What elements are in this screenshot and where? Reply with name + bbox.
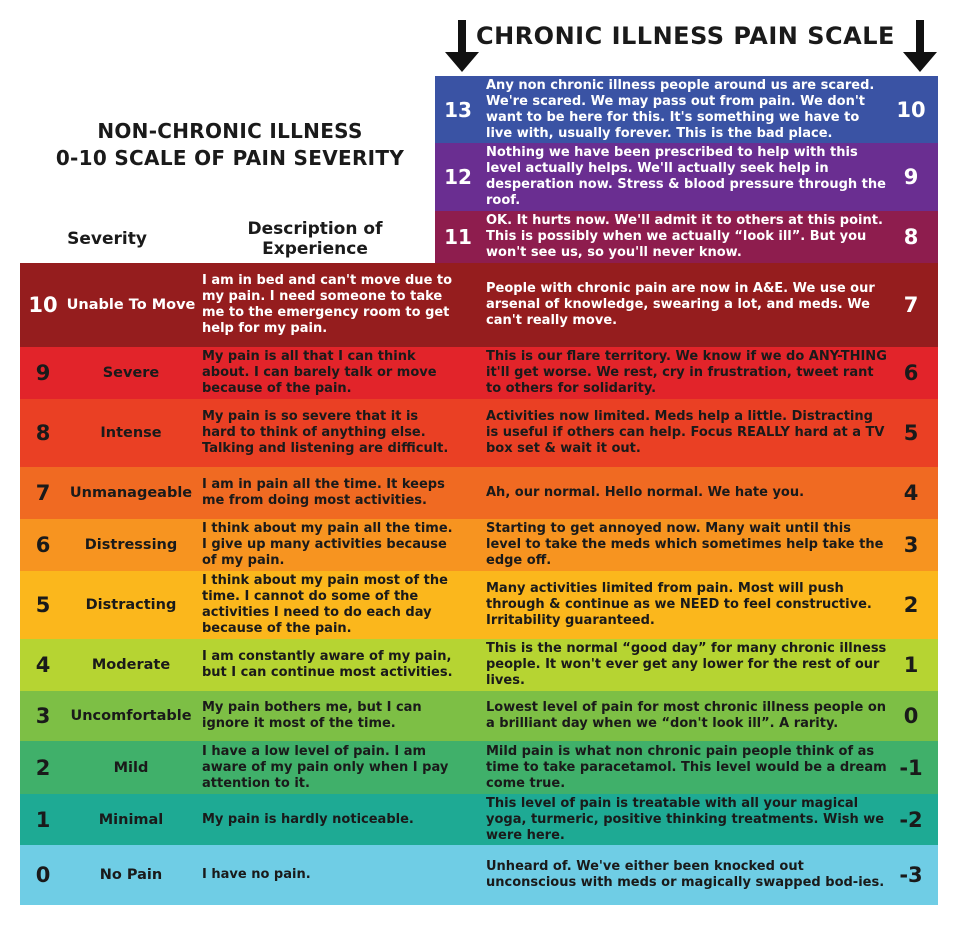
severity-label: Unable To Move bbox=[66, 297, 196, 313]
chronic-right-number: 10 bbox=[896, 97, 926, 122]
severity-label: Mild bbox=[113, 759, 149, 776]
non-chronic-title-line2: 0-10 SCALE OF PAIN SEVERITY bbox=[55, 146, 405, 170]
severity-label: No Pain bbox=[99, 867, 163, 883]
chronic-number: 1 bbox=[903, 653, 919, 677]
chronic-description: Starting to get annoyed now. Many wait until this level to take the meds which sometimes help take the edge off. bbox=[486, 521, 884, 568]
chronic-number: -2 bbox=[899, 807, 923, 832]
down-arrow-icon-left bbox=[445, 20, 479, 74]
scale-row-8 bbox=[20, 399, 938, 467]
chronic-description: This level of pain is treatable with all your magical yoga, turmeric, positive thinking treatments. Wish we were here. bbox=[486, 795, 885, 843]
chronic-number: 3 bbox=[903, 533, 919, 557]
scale-row-3 bbox=[20, 691, 938, 741]
chronic-left-number: 13 bbox=[444, 97, 472, 122]
severity-label: Unmanageable bbox=[69, 485, 193, 501]
scale-row-1 bbox=[20, 794, 938, 845]
scale-row-4 bbox=[20, 639, 938, 691]
chronic-number: 7 bbox=[903, 293, 919, 317]
scale-row-6 bbox=[20, 519, 938, 571]
severity-number: 8 bbox=[35, 421, 51, 445]
chronic-left-number: 11 bbox=[444, 225, 472, 249]
severity-number: 0 bbox=[35, 863, 51, 887]
severity-label: Distressing bbox=[84, 537, 178, 553]
scale-row-0 bbox=[20, 845, 938, 905]
chronic-description: This is the normal “good day” for many chronic illness people. It won't ever get any lower for the rest of our lives. bbox=[486, 641, 887, 688]
scale-row-5 bbox=[20, 571, 938, 639]
experience-description: I am in pain all the time. It keeps me from doing most activities. bbox=[202, 477, 445, 508]
severity-label: Intense bbox=[100, 425, 162, 441]
scale-row-9 bbox=[20, 347, 938, 399]
chronic-description: Any non chronic illness people around us are scared. We're scared. We may pass out from pain. We don't want to be here for this. It's something we have to live with, usually forever. This is the bad place. bbox=[486, 77, 875, 141]
chronic-description: Nothing we have been prescribed to help with this level actually helps. We'll actually seek help in desperation now. Stress & blood pressure through the roof. bbox=[486, 145, 886, 208]
chronic-number: 2 bbox=[903, 593, 919, 617]
experience-description: My pain is hardly noticeable. bbox=[202, 811, 414, 827]
chronic-description: Mild pain is what non chronic pain people think of as time to take paracetamol. This level would be a dream come true. bbox=[486, 743, 887, 791]
experience-description: My pain is so severe that it is hard to think of anything else. Talking and listening are difficult. bbox=[202, 409, 449, 456]
chronic-description: Activities now limited. Meds help a little. Distracting is useful if others can help. Focus REALLY hard at a TV box set & wait it out. bbox=[486, 409, 885, 456]
scale-row-2 bbox=[20, 741, 938, 794]
severity-column-header: Severity bbox=[67, 229, 147, 249]
down-arrow-icon-right bbox=[903, 20, 937, 74]
severity-label: Severe bbox=[102, 365, 160, 381]
chronic-description: People with chronic pain are now in A&E. We use our arsenal of knowledge, swearing a lot, and meds. We can't really move. bbox=[486, 281, 875, 328]
severity-label: Minimal bbox=[98, 811, 164, 828]
description-column-header: Description of Experience bbox=[247, 219, 383, 259]
experience-description: My pain bothers me, but I can ignore it most of the time. bbox=[202, 700, 422, 731]
chronic-number: 6 bbox=[903, 361, 919, 385]
severity-number: 10 bbox=[28, 293, 58, 317]
severity-number: 5 bbox=[35, 593, 51, 617]
non-chronic-title-line1: NON-CHRONIC ILLNESS bbox=[97, 119, 363, 143]
chronic-description: OK. It hurts now. We'll admit it to others at this point. This is possibly when we actually “look ill”. But you won't see us, so you'll never know. bbox=[486, 213, 883, 260]
experience-description: I have a low level of pain. I am aware of my pain only when I pay attention to it. bbox=[202, 743, 449, 791]
severity-number: 3 bbox=[35, 704, 51, 728]
chronic-description: Unheard of. We've either been knocked out unconscious with meds or magically swapped bod-ies. bbox=[486, 859, 885, 890]
experience-description: My pain is all that I can think about. I can barely talk or move because of the pain. bbox=[202, 349, 437, 396]
severity-number: 7 bbox=[35, 481, 51, 505]
experience-description: I am in bed and can't move due to my pain. I need someone to take me to the emergency room to get help for my pain. bbox=[202, 273, 453, 336]
experience-description: I think about my pain most of the time. I cannot do some of the activities I need to do each day because of the pain. bbox=[202, 573, 448, 636]
chronic-number: 0 bbox=[903, 704, 919, 728]
chronic-number: -3 bbox=[899, 863, 923, 887]
chronic-row-11 bbox=[435, 211, 938, 263]
scale-row-10 bbox=[20, 263, 938, 347]
chronic-left-number: 12 bbox=[444, 165, 472, 189]
scale-row-7 bbox=[20, 467, 938, 519]
chronic-number: 5 bbox=[903, 421, 919, 445]
non-chronic-title bbox=[20, 118, 440, 172]
severity-number: 1 bbox=[35, 807, 51, 832]
chronic-description: This is our flare territory. We know if we do ANY-THING it'll get worse. We rest, cry in frustration, tweet rant to others for solidarity. bbox=[486, 349, 887, 396]
severity-label: Distracting bbox=[85, 597, 177, 613]
severity-number: 6 bbox=[35, 533, 51, 557]
chronic-number: -1 bbox=[899, 755, 923, 780]
severity-label: Moderate bbox=[91, 657, 171, 673]
chronic-right-number: 9 bbox=[903, 165, 919, 189]
experience-description: I have no pain. bbox=[202, 867, 311, 882]
chronic-scale-title: CHRONIC ILLNESS PAIN SCALE bbox=[476, 22, 895, 50]
chronic-row-13 bbox=[435, 76, 938, 143]
severity-number: 4 bbox=[35, 653, 51, 677]
severity-label: Uncomfortable bbox=[70, 708, 192, 724]
chronic-description: Ah, our normal. Hello normal. We hate you. bbox=[486, 485, 805, 500]
severity-number: 9 bbox=[35, 361, 51, 385]
experience-description: I am constantly aware of my pain, but I can continue most activities. bbox=[202, 649, 453, 680]
chronic-row-12 bbox=[435, 143, 938, 211]
experience-description: I think about my pain all the time. I give up many activities because of my pain. bbox=[202, 521, 453, 568]
chronic-description: Many activities limited from pain. Most will push through & continue as we NEED to feel constructive. Irritability guaranteed. bbox=[486, 581, 872, 628]
chronic-right-number: 8 bbox=[903, 225, 919, 249]
chronic-number: 4 bbox=[903, 481, 919, 505]
severity-number: 2 bbox=[35, 755, 51, 780]
chronic-description: Lowest level of pain for most chronic illness people on a brilliant day when we “don't look ill”. A rarity. bbox=[486, 700, 887, 731]
